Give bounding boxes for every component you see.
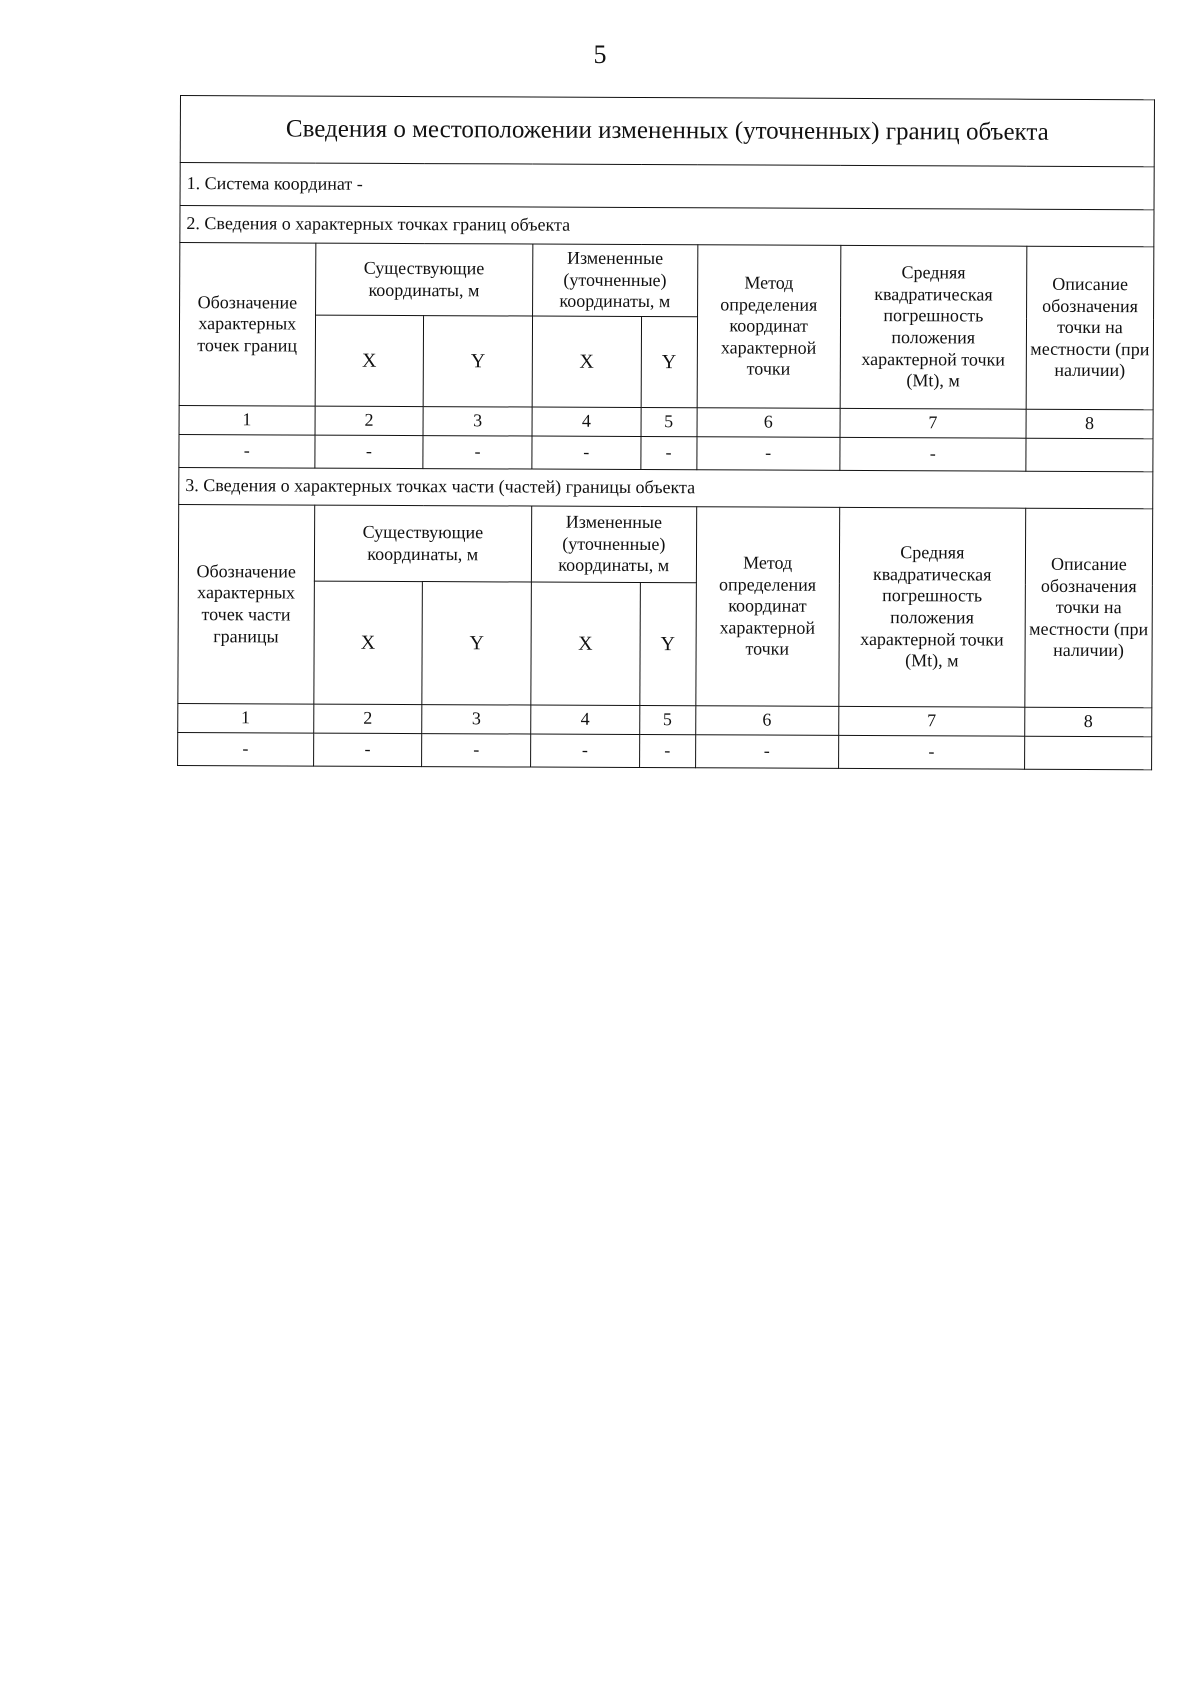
page-number: 5 (593, 40, 607, 69)
s3-data-cell: - (531, 734, 640, 767)
s3-num-cell: 1 (178, 703, 314, 733)
s2-col-error: Средняя квадратическая погрешность положения характерной точки (Mt), м (840, 245, 1027, 409)
s3-col-changed-x: X (531, 582, 640, 705)
s3-data-cell: - (178, 732, 314, 766)
s2-num-cell: 7 (840, 408, 1026, 438)
s2-col-existing: Существующие координаты, м (315, 243, 533, 316)
s2-data-cell: - (423, 436, 532, 469)
s2-num-cell: 4 (532, 407, 641, 436)
s3-num-cell: 4 (531, 705, 640, 734)
s3-data-cell: - (313, 733, 422, 766)
s2-data-cell: - (314, 435, 423, 468)
s3-col-description: Описание обозначения точки на местности (при наличии) (1025, 508, 1153, 708)
s3-col-existing-y: Y (422, 582, 531, 705)
boundary-form (177, 95, 1155, 770)
coordinate-system-row: 1. Система координат - (180, 163, 1154, 210)
s2-col-changed-y: Y (641, 317, 697, 408)
s2-num-cell: 2 (315, 406, 424, 435)
s3-data-cell: - (838, 735, 1024, 769)
s3-col-existing: Существующие координаты, м (314, 505, 532, 582)
s2-data-row (179, 434, 1153, 471)
s2-data-cell: - (641, 437, 697, 470)
s2-col-description: Описание обозначения точки на местности (при наличии) (1026, 246, 1154, 410)
s2-col-changed: Измененные (уточненные) координаты, м (533, 244, 698, 317)
s3-col-changed-y: Y (639, 583, 695, 706)
s3-data-cell: - (639, 735, 695, 768)
boundary-table (177, 95, 1155, 770)
s3-col-designation: Обозначение характерных точек части границы (178, 504, 314, 704)
s3-num-cell: 5 (639, 706, 695, 735)
s2-col-method: Метод определения координат характерной точки (697, 245, 841, 409)
s2-data-cell: - (840, 437, 1026, 471)
s2-data-cell: - (696, 437, 839, 471)
s3-data-row (178, 732, 1152, 769)
s2-data-cell (1026, 438, 1153, 472)
s3-num-cell: 7 (838, 706, 1024, 736)
s3-num-cell: 3 (422, 705, 531, 734)
s3-num-cell: 6 (695, 706, 838, 736)
s3-data-cell: - (695, 735, 838, 769)
s3-col-existing-x: X (313, 581, 422, 704)
section2-heading: 2. Сведения о характерных точках границ объекта (180, 206, 1154, 247)
s2-col-existing-x: X (315, 315, 424, 406)
s2-num-cell: 3 (423, 407, 532, 436)
s2-col-changed-x: X (532, 316, 641, 407)
s2-col-designation: Обозначение характерных точек границ (179, 243, 315, 407)
s3-num-cell: 8 (1025, 707, 1152, 737)
section3-heading: 3. Сведения о характерных точках части (частей) границы объекта (179, 467, 1153, 508)
s3-number-row (178, 703, 1152, 736)
s3-num-cell: 2 (313, 704, 422, 733)
s3-data-cell (1024, 736, 1151, 770)
s3-col-changed: Измененные (уточненные) координаты, м (531, 506, 696, 583)
s2-number-row (179, 405, 1153, 438)
s2-data-cell: - (179, 434, 315, 468)
s2-num-cell: 6 (697, 408, 840, 438)
s2-num-cell: 5 (641, 408, 697, 437)
s3-col-error: Средняя квадратическая погрешность положения характерной точки (Mt), м (839, 507, 1026, 707)
form-title: Сведения о местоположении измененных (уточненных) границ объекта (180, 96, 1154, 167)
s2-data-cell: - (532, 436, 641, 469)
s3-col-method: Метод определения координат характерной точки (695, 507, 839, 707)
s3-data-cell: - (422, 734, 531, 767)
s2-num-cell: 1 (179, 405, 315, 435)
s2-num-cell: 8 (1026, 409, 1153, 439)
s2-col-existing-y: Y (423, 316, 532, 407)
